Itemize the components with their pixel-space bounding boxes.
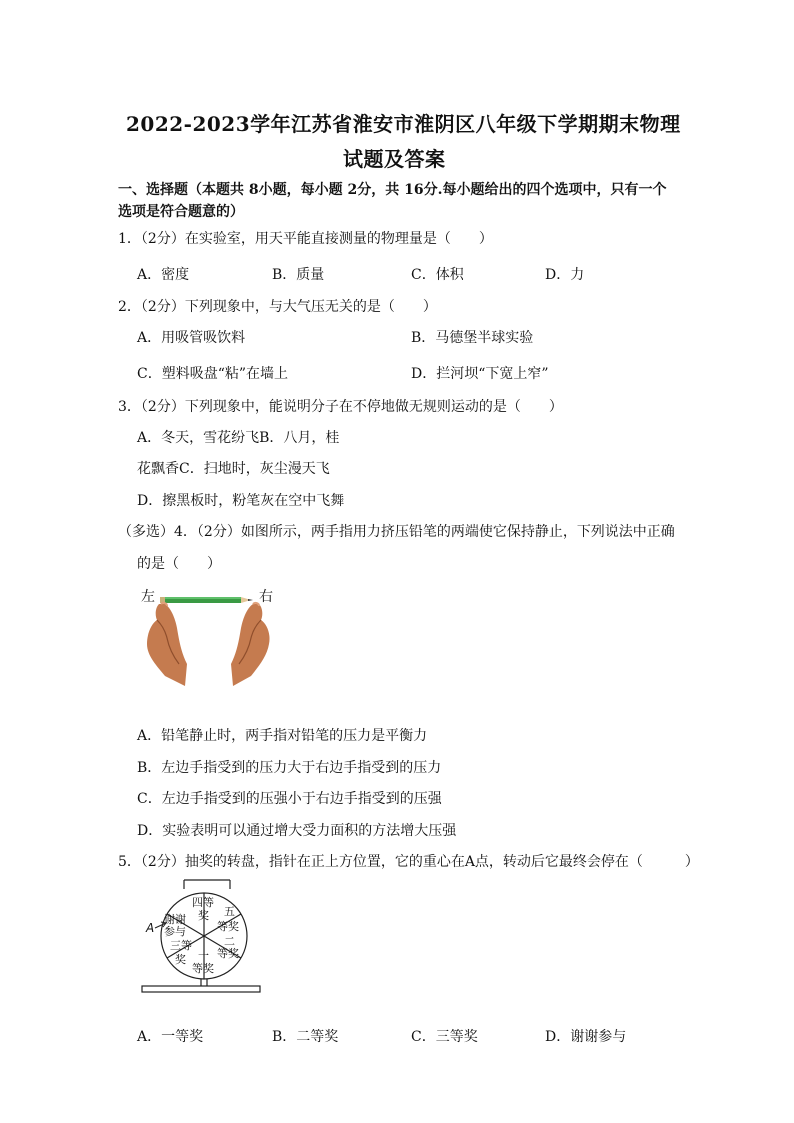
fig-label-left: 左	[141, 589, 155, 605]
q4-stem-line2: 的是（ ）	[137, 556, 221, 572]
seg-ul-line1: 谢谢	[164, 913, 186, 926]
q4-option-b: B．左边手指受到的压力大于右边手指受到的压力	[137, 760, 442, 776]
doc-title-line2: 试题及答案	[343, 147, 446, 171]
seg-l-line1: 三等	[170, 939, 192, 952]
right-hand-icon	[231, 603, 270, 686]
seg-ul-line2: 参与	[164, 925, 186, 938]
q1-option-a: A．密度	[137, 267, 190, 283]
seg-r-line2: 等奖	[217, 947, 239, 960]
q4-option-c: C．左边手指受到的压强小于右边手指受到的压强	[137, 791, 442, 807]
point-a-label: A	[146, 921, 155, 935]
doc-title-line1: 2022-2023学年江苏省淮安市淮阴区八年级下学期期末物理	[126, 112, 681, 136]
q2-option-c: C．塑料吸盘“粘”在墙上	[137, 366, 289, 382]
pencil-hands-figure	[135, 582, 285, 690]
seg-ur-line1: 五	[224, 905, 235, 918]
q2-stem: 2．（2分）下列现象中，与大气压无关的是（ ）	[118, 299, 437, 315]
pencil-icon	[160, 597, 253, 603]
left-hand-icon	[147, 603, 187, 686]
seg-b-line2: 等奖	[192, 962, 214, 975]
fig-label-right: 右	[259, 589, 273, 605]
prize-wheel-figure	[140, 877, 265, 997]
q5-stem: 5．（2分）抽奖的转盘，指针在正上方位置，它的重心在A点，转动后它最终会停在（ ）	[118, 854, 699, 870]
q5-option-b: B．二等奖	[272, 1029, 339, 1045]
q3-stem: 3．（2分）下列现象中，能说明分子在不停地做无规则运动的是（ ）	[118, 399, 563, 415]
q3-line-b: 花飘香C．扫地时，灰尘漫天飞	[137, 461, 330, 477]
pointer-bracket-icon	[184, 880, 230, 889]
seg-top-line2: 奖	[198, 909, 209, 922]
seg-ur-line2: 等奖	[217, 920, 239, 933]
section-header-line1: 一、选择题（本题共 8小题，每小题 2分，共 16分.每小题给出的四个选项中，只有一个	[118, 182, 667, 198]
section-header-line2: 选项是符合题意的）	[118, 204, 244, 220]
q1-option-c: C．体积	[411, 267, 464, 283]
q3-line-a: A．冬天，雪花纷飞B．八月，桂	[137, 430, 340, 446]
q1-option-b: B．质量	[272, 267, 325, 283]
wheel-stand	[142, 979, 260, 992]
seg-top-line1: 四等	[192, 896, 214, 909]
seg-l-line2: 奖	[175, 953, 186, 966]
q2-option-b: B．马德堡半球实验	[411, 330, 534, 346]
q5-option-a: A．一等奖	[137, 1029, 204, 1045]
q4-stem-line1: （多选）4．（2分）如图所示，两手指用力挤压铅笔的两端使它保持静止，下列说法中正确	[118, 524, 675, 540]
seg-r-line1: 二	[224, 935, 235, 948]
q1-stem: 1．（2分）在实验室，用天平能直接测量的物理量是（ ）	[118, 231, 493, 247]
q2-option-a: A．用吸管吸饮料	[137, 330, 246, 346]
q3-line-d: D．擦黑板时，粉笔灰在空中飞舞	[137, 493, 345, 509]
q5-option-c: C．三等奖	[411, 1029, 478, 1045]
q4-option-a: A．铅笔静止时，两手指对铅笔的压力是平衡力	[137, 728, 428, 744]
q4-option-d: D．实验表明可以通过增大受力面积的方法增大压强	[137, 823, 457, 839]
q1-option-d: D．力	[545, 267, 585, 283]
q2-option-d: D．拦河坝“下宽上窄”	[411, 366, 549, 382]
q5-option-d: D．谢谢参与	[545, 1029, 627, 1045]
seg-b-line1: 一	[198, 949, 209, 962]
